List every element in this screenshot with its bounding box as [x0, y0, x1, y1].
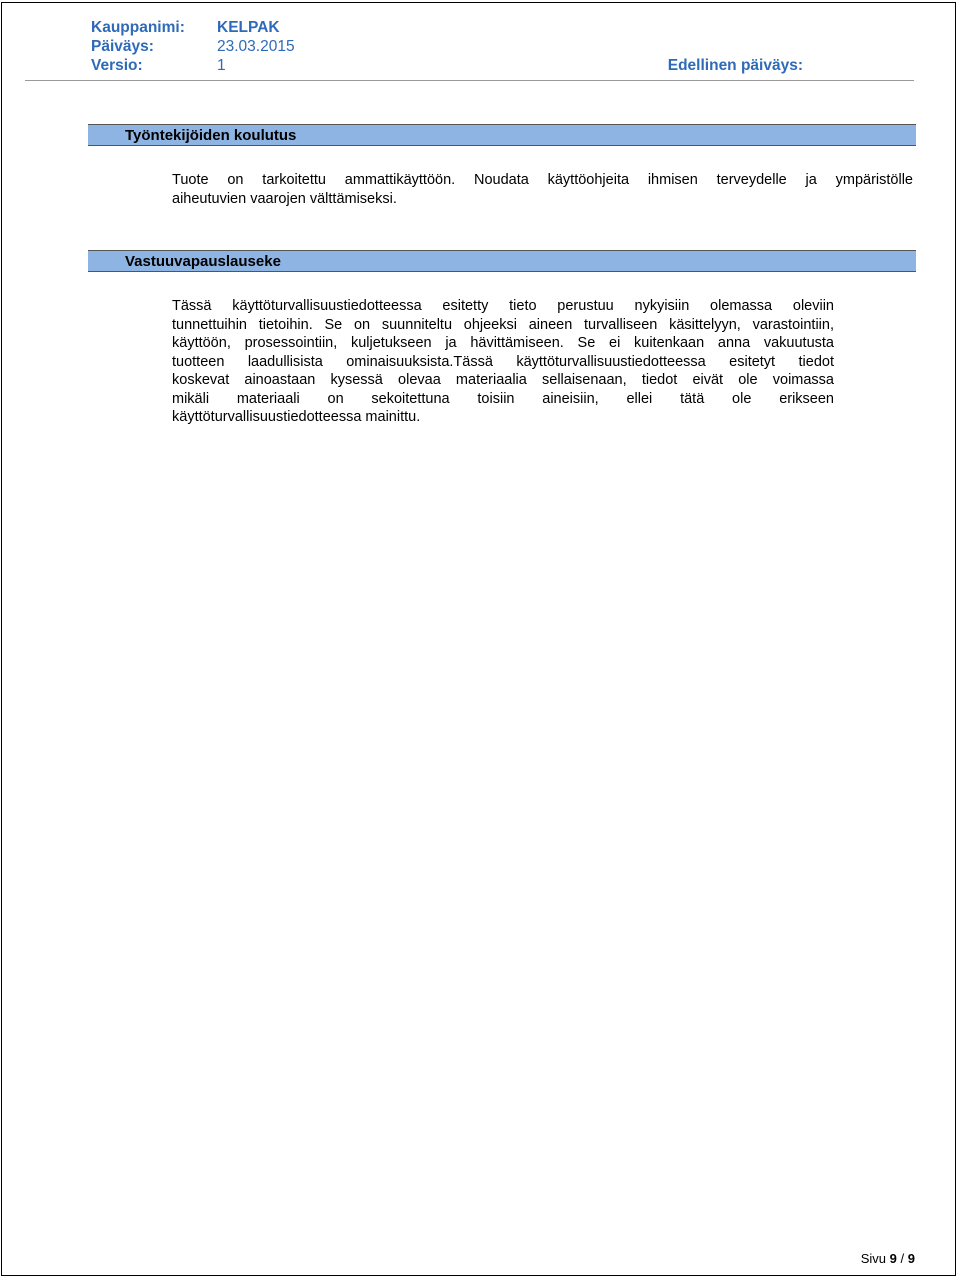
paragraph-line: käyttöturvallisuustiedotteessa mainittu. [172, 409, 421, 425]
previous-date-label: Edellinen päiväys: [667, 57, 803, 74]
version-label: Versio: [91, 57, 143, 74]
version-value: 1 [217, 57, 226, 74]
paragraph-line: Tässä käyttöturvallisuustiedotteessa esitetty tieto perustuu nykyisiin olemassa oleviin [172, 298, 834, 314]
date-label: Päiväys: [91, 38, 154, 55]
section-title-training: Työntekijöiden koulutus [125, 127, 297, 144]
page-label: Sivu [860, 1251, 887, 1266]
header-row-company [91, 18, 911, 37]
page-footer [861, 1251, 915, 1266]
header-row-date [91, 37, 911, 56]
document-header [91, 18, 911, 75]
paragraph-line: Tuote on tarkoitettu ammattikäyttöön. Noudata käyttöohjeita ihmisen terveydelle ja ympäristölle [172, 172, 913, 188]
paragraph-line: tunnettuihin tietoihin. Se on suunniteltu ohjeeksi aineen turvalliseen käsittelyyn, varastointiin, [172, 316, 834, 333]
paragraph-line: käyttöön, prosessointiin, kuljetukseen ja hävittämiseen. Se ei kuitenkaan anna vakuutusta [172, 335, 834, 351]
page-separator: / [900, 1251, 905, 1266]
page-total: 9 [907, 1251, 915, 1266]
date-value: 23.03.2015 [217, 38, 295, 55]
section-bar-disclaimer [88, 250, 916, 272]
paragraph-line: tuotteen laadullisista ominaisuuksista.Tässä käyttöturvallisuustiedotteessa esitetyt tiedot [172, 353, 834, 370]
company-label: Kauppanimi: [91, 19, 185, 36]
paragraph-disclaimer [172, 297, 834, 427]
paragraph-line: aiheutuvien vaarojen välttämiseksi. [172, 190, 397, 207]
paragraph-line: koskevat ainoastaan kysessä olevaa materiaalia sellaisenaan, tiedot eivät ole voimassa [172, 372, 834, 388]
page-current: 9 [889, 1251, 897, 1266]
header-divider [25, 80, 914, 81]
company-value: KELPAK [217, 19, 280, 36]
header-row-version [91, 56, 911, 75]
paragraph-training [172, 171, 913, 208]
section-bar-training [88, 124, 916, 146]
paragraph-line: mikäli materiaali on sekoitettuna toisiin aineisiin, ellei tätä ole erikseen [172, 390, 834, 407]
section-title-disclaimer: Vastuuvapauslauseke [125, 253, 281, 270]
